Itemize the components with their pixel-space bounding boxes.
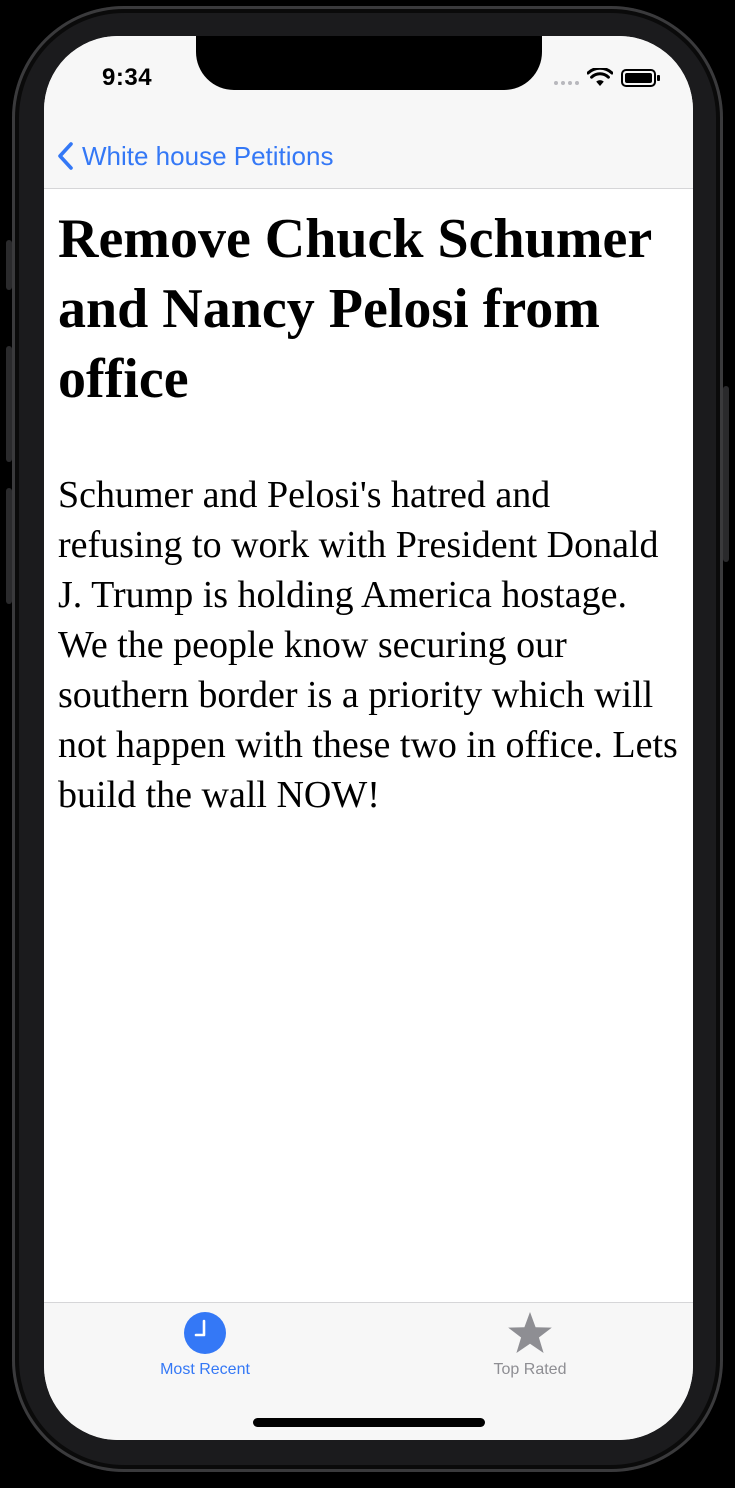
navigation-bar [44,126,693,189]
back-button-label: White house Petitions [82,140,334,171]
status-icons [554,68,661,88]
tab-top-rated[interactable] [430,1311,630,1379]
petition-content [58,204,678,820]
petition-body: Schumer and Pelosi's hatred and refusing to work with President Donald J. Trump is holding America hostage. We the people know securing our southern border is a priority which will not happen with these two in office. Lets build the wall NOW! [58,474,678,816]
status-time: 9:34 [102,64,153,91]
petition-title: Remove Chuck Schumer and Nancy Pelosi from office [58,208,652,410]
tab-top-rated-label: Top Rated [493,1361,567,1378]
power-button [723,386,729,562]
back-button[interactable] [56,136,333,176]
chevron-left-icon [56,141,74,171]
screen [44,36,693,1440]
battery-icon [621,68,661,88]
star-icon [507,1311,553,1355]
notch [196,36,542,90]
home-indicator[interactable] [253,1418,485,1427]
volume-down-button [6,488,12,604]
tab-most-recent-label: Most Recent [160,1361,250,1378]
tab-most-recent[interactable] [105,1311,305,1379]
wifi-icon [587,68,613,88]
volume-up-button [6,346,12,462]
clock-icon [183,1311,227,1355]
mute-switch [6,240,12,290]
cellular-signal-icon [554,71,579,85]
